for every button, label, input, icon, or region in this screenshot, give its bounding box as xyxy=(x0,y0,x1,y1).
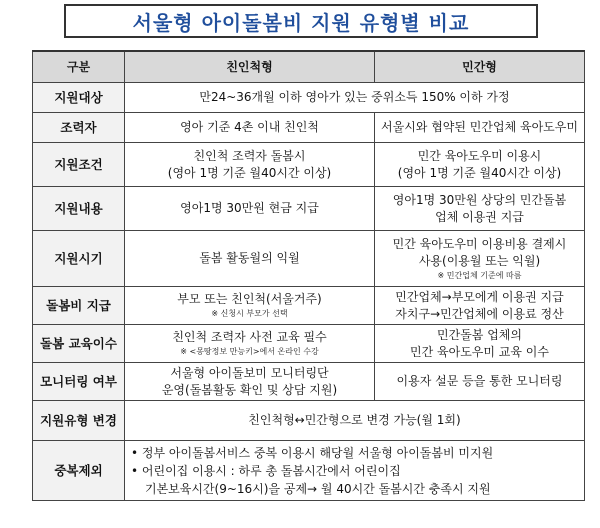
monitoring-kin-line2: 운영(돌봄활동 확인 및 상담 지원) xyxy=(161,382,338,397)
payment-kin-note: ※ 신청시 부모가 선택 xyxy=(211,309,288,318)
header-kin-type: 친인척형 xyxy=(125,51,375,83)
training-private xyxy=(375,325,585,363)
training-private-line2: 민간 육아도우미 교육 이수 xyxy=(410,344,549,359)
row-payment xyxy=(33,287,585,325)
row-target xyxy=(33,83,585,113)
training-kin-line1: 친인척 조력자 사전 교육 필수 xyxy=(172,330,327,344)
training-kin-note: ※ <몽땅정보 만능키>에서 온라인 수강 xyxy=(180,347,319,356)
payment-private-line2: 자치구→민간업체에 이용료 정산 xyxy=(395,306,564,321)
training-kin xyxy=(125,325,375,363)
row-label: 지원대상 xyxy=(33,83,125,113)
row-label: 조력자 xyxy=(33,113,125,143)
exclusion-item-2: • 어린이집 이용시 : 하루 총 돌봄시간에서 어린이집 xyxy=(131,463,401,478)
caregiver-private: 서울시와 협약된 민간업체 육아도우미 xyxy=(375,113,585,143)
payment-private-line1: 민간업체→부모에게 이용권 지급 xyxy=(395,289,564,304)
payment-kin xyxy=(125,287,375,325)
row-label: 지원유형 변경 xyxy=(33,401,125,441)
monitoring-private: 이용자 설문 등을 통한 모니터링 xyxy=(375,363,585,401)
comparison-table xyxy=(32,50,585,501)
row-label: 모니터링 여부 xyxy=(33,363,125,401)
content-kin: 영아1명 30만원 현금 지급 xyxy=(125,187,375,231)
target-value: 만24~36개월 이하 영아가 있는 중위소득 150% 이하 가정 xyxy=(125,83,585,113)
timing-private-line1: 민간 육아도우미 이용비용 결제시 xyxy=(392,236,567,251)
caregiver-kin: 영아 기준 4촌 이내 친인척 xyxy=(125,113,375,143)
condition-kin xyxy=(125,143,375,187)
row-change xyxy=(33,401,585,441)
monitoring-kin-line1: 서울형 아이돌보미 모니터링단 xyxy=(170,365,329,380)
row-monitoring xyxy=(33,363,585,401)
exclusion-item-1: • 정부 아이돌봄서비스 중복 이용시 해당월 서울형 아이돌봄비 미지원 xyxy=(131,445,494,460)
monitoring-kin xyxy=(125,363,375,401)
content-private xyxy=(375,187,585,231)
payment-private xyxy=(375,287,585,325)
timing-private xyxy=(375,231,585,287)
row-timing xyxy=(33,231,585,287)
content-private-line2: 업체 이용권 지급 xyxy=(435,209,524,224)
row-exclusion xyxy=(33,441,585,501)
row-label: 중복제외 xyxy=(33,441,125,501)
timing-kin: 돌봄 활동월의 익월 xyxy=(125,231,375,287)
condition-private xyxy=(375,143,585,187)
row-label: 지원내용 xyxy=(33,187,125,231)
row-training xyxy=(33,325,585,363)
header-row xyxy=(33,51,585,83)
content-private-line1: 영아1명 30만원 상당의 민간돌봄 xyxy=(392,192,567,207)
row-label: 돌봄비 지급 xyxy=(33,287,125,325)
row-label: 지원조건 xyxy=(33,143,125,187)
exclusion-list xyxy=(125,441,585,501)
header-category: 구분 xyxy=(33,51,125,83)
page-title: 서울형 아이돌봄비 지원 유형별 비교 xyxy=(132,10,470,35)
timing-private-note: ※ 민간업체 기준에 따름 xyxy=(437,270,522,280)
change-value: 친인척형↔민간형으로 변경 가능(월 1회) xyxy=(125,401,585,441)
row-label: 돌봄 교육이수 xyxy=(33,325,125,363)
row-label: 지원시기 xyxy=(33,231,125,287)
exclusion-item-2-cont: 기본보육시간(9~16시)을 공제→ 월 40시간 돌봄시간 충족시 지원 xyxy=(145,481,491,496)
condition-private-line1: 민간 육아도우미 이용시 xyxy=(417,148,542,163)
condition-kin-line2: (영아 1명 기준 월40시간 이상) xyxy=(167,165,332,180)
condition-kin-line1: 친인척 조력자 돌봄시 xyxy=(193,148,306,163)
row-condition xyxy=(33,143,585,187)
training-private-line1: 민간돌봄 업체의 xyxy=(437,327,522,342)
header-private-type: 민간형 xyxy=(375,51,585,83)
payment-kin-line1: 부모 또는 친인척(서울거주) xyxy=(177,292,322,306)
row-content xyxy=(33,187,585,231)
condition-private-line2: (영아 1명 기준 월40시간 이상) xyxy=(397,165,562,180)
title-box xyxy=(64,4,538,38)
row-caregiver xyxy=(33,113,585,143)
timing-private-line2: 사용(이용월 또는 익월) xyxy=(418,253,541,268)
